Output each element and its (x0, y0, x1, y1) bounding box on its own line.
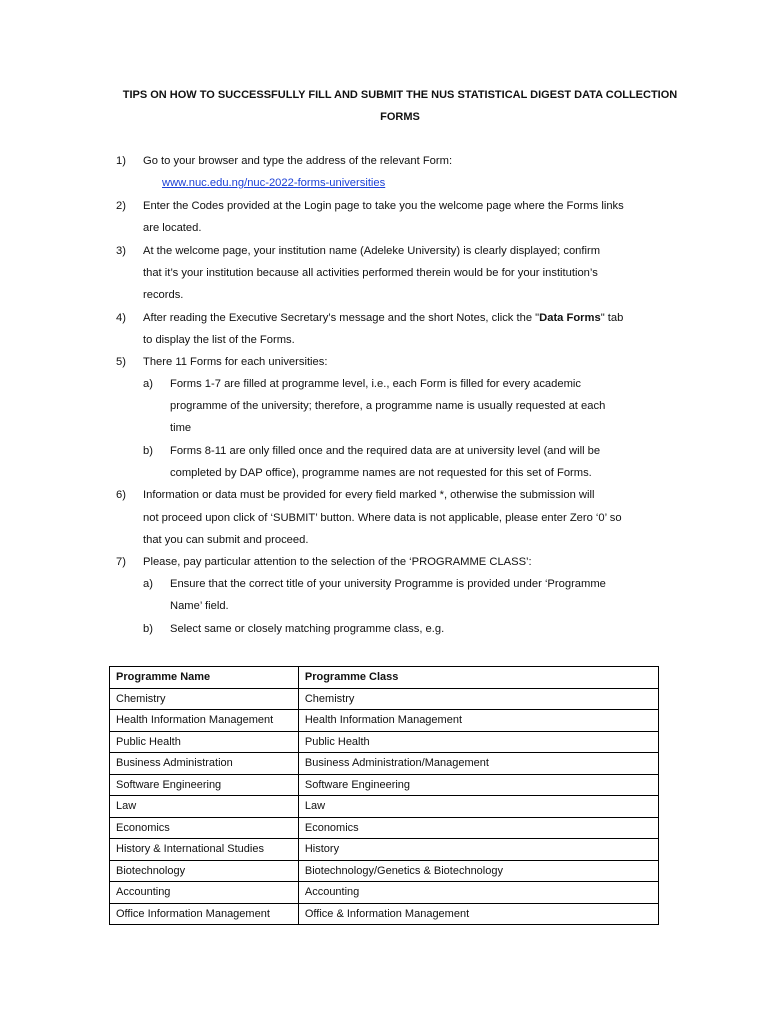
step-text: are located. (143, 222, 202, 234)
document-title-line-2: FORMS (380, 111, 420, 123)
sub-step-text: time (170, 422, 192, 434)
forms-link[interactable]: www.nuc.edu.ng/nuc-2022-forms-universities (162, 177, 386, 189)
sub-step-text: Name’ field. (170, 600, 229, 612)
sub-step-text: Forms 8-11 are only filled once and the required data are at university level (and will be (170, 445, 601, 457)
table-row (110, 753, 659, 775)
column-header-programme-name: Programme Name (110, 667, 299, 689)
table-row (110, 710, 659, 732)
programme-name-cell: Public Health (110, 731, 299, 753)
document-title-line-1: TIPS ON HOW TO SUCCESSFULLY FILL AND SUBMIT THE NUS STATISTICAL DIGEST DATA COLLECTION (122, 89, 678, 101)
step-number: 3) (116, 245, 126, 257)
programme-name-cell: Biotechnology (110, 860, 299, 882)
sub-step-number: b) (143, 623, 153, 635)
step-number: 1) (116, 155, 126, 167)
programme-class-cell: History (298, 839, 658, 861)
programme-class-cell: Economics (298, 817, 658, 839)
step-text: Enter the Codes provided at the Login page to take you the welcome page where the Forms links (143, 200, 624, 212)
programme-name-cell: Health Information Management (110, 710, 299, 732)
table-row (110, 817, 659, 839)
programme-class-table (109, 666, 659, 925)
programme-name-cell: Office Information Management (110, 903, 299, 925)
step-text: that you can submit and proceed. (143, 534, 309, 546)
programme-class-cell: Office & Information Management (298, 903, 658, 925)
table-row (110, 774, 659, 796)
programme-class-cell: Public Health (298, 731, 658, 753)
sub-step-text: Ensure that the correct title of your university Programme is provided under ‘Programme (170, 578, 606, 590)
step-text: There 11 Forms for each universities: (143, 356, 328, 368)
step-text: not proceed upon click of ‘SUBMIT’ button. Where data is not applicable, please enter Zero ‘0’ so (143, 512, 622, 524)
table-row (110, 903, 659, 925)
programme-name-cell: History & International Studies (110, 839, 299, 861)
table-row (110, 882, 659, 904)
programme-name-cell: Accounting (110, 882, 299, 904)
step-text: Information or data must be provided for every field marked *, otherwise the submission will (143, 489, 595, 501)
programme-class-cell: Software Engineering (298, 774, 658, 796)
step-number: 6) (116, 489, 126, 501)
sub-step-number: a) (143, 578, 153, 590)
table-row (110, 839, 659, 861)
step-text: that it’s your institution because all activities performed therein would be for your institution’s (143, 267, 598, 279)
programme-class-cell: Business Administration/Management (298, 753, 658, 775)
table-header-row (110, 667, 659, 689)
sub-step-text: Forms 1-7 are filled at programme level, i.e., each Form is filled for every academic (170, 378, 581, 390)
table-row (110, 860, 659, 882)
programme-class-cell: Biotechnology/Genetics & Biotechnology (298, 860, 658, 882)
programme-class-cell: Health Information Management (298, 710, 658, 732)
data-forms-emphasis: Data Forms (539, 312, 601, 324)
step-text: Please, pay particular attention to the selection of the ‘PROGRAMME CLASS’: (143, 556, 532, 568)
programme-name-cell: Economics (110, 817, 299, 839)
step-number: 2) (116, 200, 126, 212)
step-text: records. (143, 289, 184, 301)
programme-class-cell: Accounting (298, 882, 658, 904)
step-number: 4) (116, 312, 126, 324)
programme-class-cell: Chemistry (298, 688, 658, 710)
sub-step-number: b) (143, 445, 153, 457)
sub-step-text: programme of the university; therefore, a programme name is usually requested at each (170, 400, 606, 412)
programme-name-cell: Software Engineering (110, 774, 299, 796)
programme-name-cell: Law (110, 796, 299, 818)
sub-step-number: a) (143, 378, 153, 390)
step-text: Go to your browser and type the address of the relevant Form: (143, 155, 453, 167)
step-number: 5) (116, 356, 126, 368)
step-text: to display the list of the Forms. (143, 334, 295, 346)
programme-class-cell: Law (298, 796, 658, 818)
sub-step-text: completed by DAP office), programme names are not requested for this set of Forms. (170, 467, 592, 479)
table-row (110, 731, 659, 753)
step-number: 7) (116, 556, 126, 568)
step-text: At the welcome page, your institution name (Adeleke University) is clearly displayed; confirm (143, 245, 601, 257)
column-header-programme-class: Programme Class (298, 667, 658, 689)
step-text: After reading the Executive Secretary’s message and the short Notes, click the "Data Forms" tab (143, 312, 624, 324)
programme-name-cell: Business Administration (110, 753, 299, 775)
table-row (110, 796, 659, 818)
table-row (110, 688, 659, 710)
programme-name-cell: Chemistry (110, 688, 299, 710)
sub-step-text: Select same or closely matching programme class, e.g. (170, 623, 445, 635)
